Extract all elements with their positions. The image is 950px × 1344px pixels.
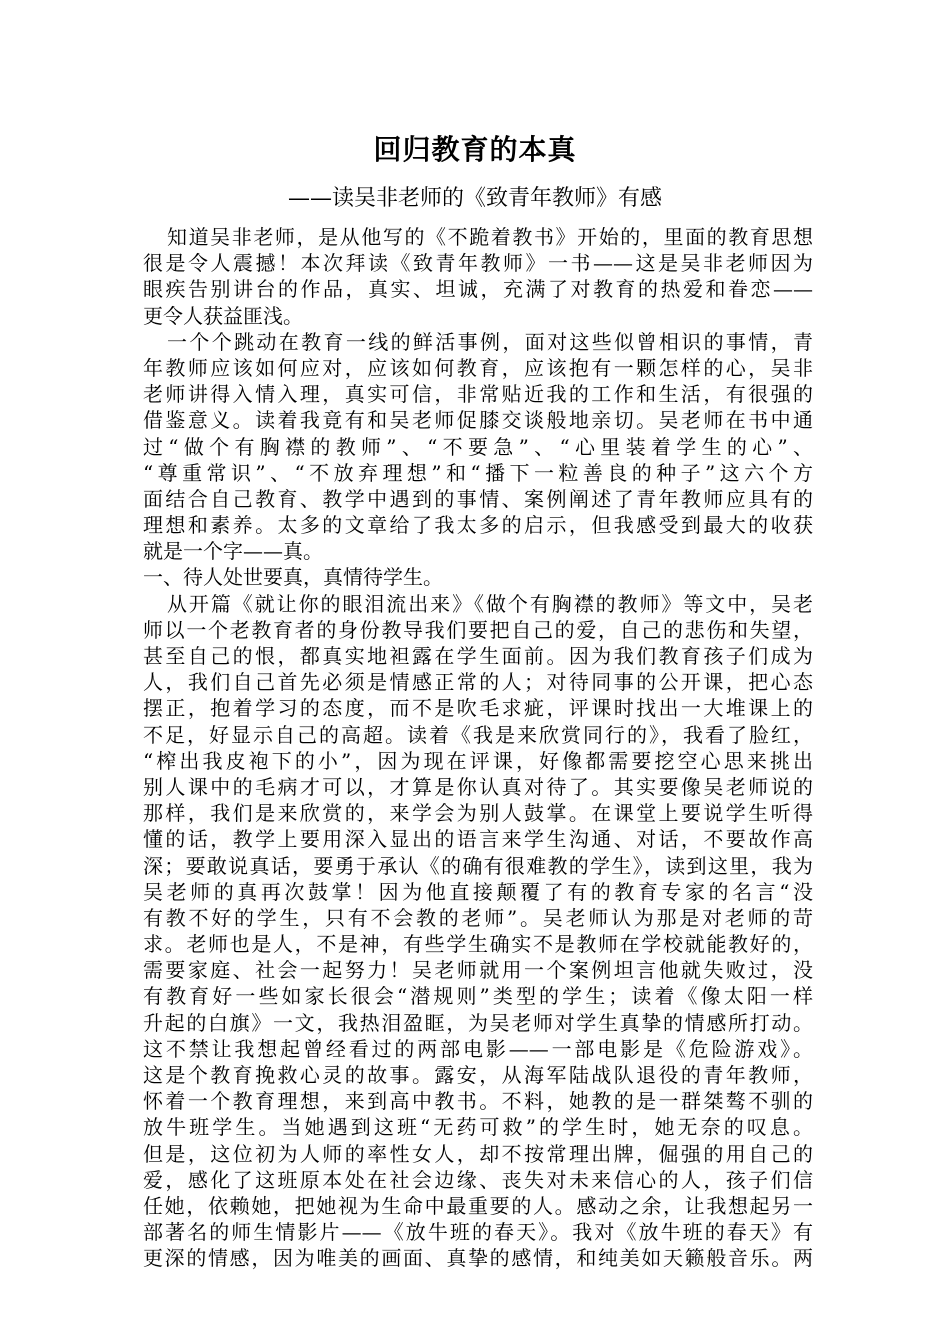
body-text-line: 放牛班学生。当她遇到这班“无药可救”的学生时，她无奈的叹息。 [143, 1115, 813, 1140]
body-text-line: 摆正，抱着学习的态度，而不是吹毛求疵，评课时找出一大堆课上的 [143, 696, 813, 721]
body-text-line: 升起的白旗》一文，我热泪盈眶，为吴老师对学生真挚的情感所打动。 [143, 1010, 813, 1035]
body-text-line: 人，我们自己首先必须是情感正常的人；对待同事的公开课，把心态 [143, 670, 813, 695]
body-text-line: 甚至自己的恨，都真实地袒露在学生面前。因为我们教育孩子们成为 [143, 644, 813, 668]
body-text-line: 懂的话，教学上要用深入显出的语言来学生沟通、对话，不要故作高 [143, 827, 813, 852]
body-text-line: 但是，这位初为人师的率性女人，却不按常理出牌，倔强的用自己的 [143, 1141, 813, 1166]
body-text-line: 面结合自己教育、教学中遇到的事情、案例阐述了青年教师应具有的 [143, 486, 813, 511]
body-text-line: 眼疾告别讲台的作品，真实、坦诚，充满了对教育的热爱和眷恋—— [143, 277, 813, 302]
body-text-line: 爱，感化了这班原本处在社会边缘、丧失对未来信心的人，孩子们信 [143, 1167, 813, 1192]
body-text-line: 这不禁让我想起曾经看过的两部电影——一部电影是《危险游戏》。 [143, 1036, 813, 1061]
body-text-line: “尊重常识”、“不放弃理想”和“播下一粒善良的种子”这六个方 [143, 460, 813, 485]
body-text-line: 任她，依赖她，把她视为生命中最重要的人。感动之余，让我想起另一 [143, 1193, 813, 1218]
body-text-line: 就是一个字——真。 [143, 539, 323, 564]
body-text-line: 更深的情感，因为唯美的画面、真挚的感情，和纯美如天籁般音乐。两 [143, 1246, 813, 1271]
document-subtitle: ——读吴非老师的《致青年教师》有感 [287, 186, 662, 211]
body-text-line: 这是个教育挽救心灵的故事。露安，从海军陆战队退役的青年教师， [143, 1063, 813, 1087]
body-text-line: 过“做个有胸襟的教师”、“不要急”、“心里装着学生的心”、 [143, 434, 813, 459]
body-text-line: 有教不好的学生，只有不会教的老师”。吴老师认为那是对老师的苛 [143, 905, 813, 930]
body-text-line: 不足，好显示自己的高超。读着《我是来欣赏同行的》，我看了脸红， [143, 722, 813, 747]
body-text-line: 年教师应该如何应对，应该如何教育，应该抱有一颗怎样的心，吴非 [143, 355, 813, 380]
body-text-line: 一个个跳动在教育一线的鲜活事例，面对这些似曾相识的事情，青 [167, 329, 813, 354]
body-text-line: 吴老师的真再次鼓掌！因为他直接颠覆了有的教育专家的名言“没 [143, 879, 813, 904]
body-text-line: 那样，我们是来欣赏的，来学会为别人鼓掌。在课堂上要说学生听得 [143, 801, 813, 826]
document-body [143, 224, 813, 1272]
body-text-line: 深；要敢说真话，要勇于承认《的确有很难教的学生》，读到这里，我为 [143, 853, 813, 878]
body-text-line: 部著名的师生情影片——《放牛班的春天》。我对《放牛班的春天》有 [143, 1220, 813, 1245]
body-text-line: 别人课中的毛病才可以，才算是你认真对待了。其实要像吴老师说的 [143, 774, 813, 799]
body-text-line: 需要家庭、社会一起努力！吴老师就用一个案例坦言他就失败过，没 [143, 958, 813, 983]
document-title: 回归教育的本真 [373, 133, 577, 166]
body-text-line: 有教育好一些如家长很会“潜规则”类型的学生；读着《像太阳一样 [143, 984, 813, 1009]
body-text-line: 借鉴意义。读着我竟有和吴老师促膝交谈般地亲切。吴老师在书中通 [143, 408, 813, 433]
body-text-line: 很是令人震撼！本次拜读《致青年教师》一书——这是吴非老师因为 [143, 251, 813, 276]
body-text-line: 求。老师也是人，不是神，有些学生确实不是教师在学校就能教好的， [143, 932, 813, 957]
body-text-line: 从开篇《就让你的眼泪流出来》《做个有胸襟的教师》等文中，吴老 [167, 591, 813, 616]
body-text-line: 师以一个老教育者的身份教导我们要把自己的爱，自己的悲伤和失望， [143, 617, 813, 642]
body-text-line: 一、待人处世要真，真情待学生。 [143, 565, 443, 590]
body-text-line: “榨出我皮袍下的小”，因为现在评课，好像都需要挖空心思来挑出 [143, 748, 813, 773]
body-text-line: 知道吴非老师，是从他写的《不跪着教书》开始的，里面的教育思想 [167, 225, 813, 249]
body-text-line: 怀着一个教育理想，来到高中教书。不料，她教的是一群桀骜不驯的 [143, 1089, 813, 1114]
body-text-line: 理想和素养。太多的文章给了我太多的启示，但我感受到最大的收获 [143, 513, 813, 538]
body-text-line: 更令人获益匪浅。 [143, 303, 303, 328]
body-text-line: 老师讲得入情入理，真实可信，非常贴近我的工作和生活，有很强的 [143, 382, 813, 407]
